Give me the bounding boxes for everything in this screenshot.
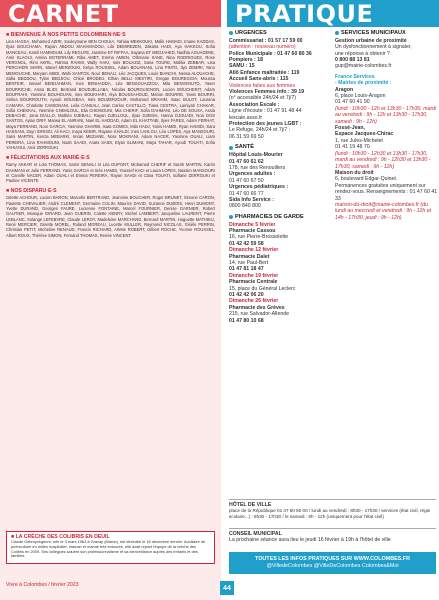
section-title: ■ FÉLICITATIONS AUX MARIÉ·E·S bbox=[6, 155, 90, 162]
pratique-header: PRATIQUE bbox=[227, 0, 439, 27]
urgences-line: 06 31 59 69 50 bbox=[229, 133, 264, 140]
mairie-name: Fossé-Jean, bbox=[335, 125, 365, 132]
pharmacie-name: Pharmacie Dalet bbox=[229, 253, 270, 260]
creche-box bbox=[6, 531, 215, 564]
sante-line: 178, rue des Renouillers bbox=[229, 164, 286, 171]
france-services-sub: - Mairies de proximité : bbox=[335, 80, 392, 87]
pharmacie-date: Dimanche 26 février bbox=[229, 298, 279, 305]
pharmacie-entry bbox=[229, 247, 332, 273]
bullet-icon bbox=[335, 31, 339, 35]
pharmacie-tel: 01 42 42 06 20 bbox=[229, 292, 264, 299]
pharmacie-addr: 14, rue Paul-Bert bbox=[229, 259, 269, 266]
conseil-municipal bbox=[229, 528, 436, 550]
hotel-de-ville bbox=[229, 499, 436, 525]
urgences-line: Police Municipale : 01 47 60 80 36 bbox=[229, 50, 312, 57]
urgences-title: URGENCES bbox=[229, 30, 332, 37]
pharmacie-tel: 01 47 81 18 47 bbox=[229, 266, 264, 273]
section-body: Ramy AKKAR et Lola THOMAS, Samir BENALI et Léa DUPONT, Mohamed CHERIF et Sarah MARTIN, Karim DAHMANI et Julie FERRAND, Yanis GARCIA et Inès HAMDI, Youssef KACI et Laura LOPES, Nassim MANSOURI et Camille NACER, Adam OUALI et Emma PEREIRA, Rayan SAADI et Clara TOUATI, Sofiane ZERROUKI et Pauline VICENTE bbox=[6, 162, 215, 184]
mairie-name-2: Espace Jacques-Chirac bbox=[335, 131, 394, 138]
services-line: 0 800 88 13 81 bbox=[335, 57, 370, 64]
pharmacie-name: Pharmacie des Grèves bbox=[229, 304, 285, 311]
mairie-hours: (lundi : 10h30 - 12h et 13h30 - 17h30, mardi au vendredi : 9h - 12h et 13h30 - 17h30, samedi : 9h - 12h) bbox=[335, 105, 437, 125]
bullet-icon bbox=[229, 215, 233, 219]
mairie-entry bbox=[335, 125, 438, 170]
urgences-line: Violences faites aux femmes bbox=[229, 82, 295, 89]
section-mariages bbox=[0, 155, 221, 183]
mairie-addr: 6, place Louis-Aragon bbox=[335, 93, 386, 100]
services-line: une réponse à obtenir ? bbox=[335, 50, 390, 57]
pharmacie-addr: 16, rue Pierre-Brossolette bbox=[229, 234, 289, 241]
bullet-icon bbox=[229, 31, 233, 35]
urgences-line: Association Escale : bbox=[229, 101, 280, 108]
urgences-line: Pompiers : 18 bbox=[229, 57, 264, 64]
pharmacie-addr: 215, rue Salvador-Allende bbox=[229, 311, 289, 318]
services-title: SERVICES MUNICIPAUX bbox=[335, 30, 438, 37]
banner-line-1: TOUTES LES INFOS PRATIQUES SUR WWW.COLOMBES.FR bbox=[255, 556, 410, 562]
section-deces bbox=[0, 188, 221, 237]
services-line: Un dysfonctionnement à signaler, bbox=[335, 44, 412, 51]
sante-line: 01 47 60 67 50 bbox=[229, 177, 264, 184]
mairie-hours: (lundi : 10h30 - 12h30 et 13h30 - 17h30, mardi au vendredi : 9h - 12h30 et 13h30 - 17h30, samedi : 9h - 12h) bbox=[335, 150, 431, 170]
sante-line: 01 47 60 66 77 bbox=[229, 190, 264, 197]
sante-line: Urgences adultes : bbox=[229, 171, 276, 178]
urgences-line: Le Refuge, 24h/24 et 7j/7 : bbox=[229, 127, 291, 134]
mairie-addr: 6, boulevard Edgar-Quinet. bbox=[335, 176, 398, 183]
infos-banner[interactable] bbox=[229, 552, 436, 574]
sante-title: SANTÉ bbox=[229, 144, 332, 151]
creche-body: Claude Debruyckgeure, née le 3 mars 1963 à Gracay (Marne), est décédée le 16 décembre dernier. Auxiliaire de puériculture en milieu hospitalier, maman et mamie très entourée, elle avait rejoint l'équipe de la crèche des Colibris en 2009. Ses collègues saluent son professionnalisme et sa bienveillance auprès des enfants et des familles. bbox=[11, 539, 206, 559]
urgences-line: Ligne d'écoute : 01 47 91 48 44 bbox=[229, 108, 302, 115]
banner-line-2: @VilledeColombes @VilleDeColombes Colombes&Moi bbox=[266, 563, 399, 569]
pratique-col-1 bbox=[229, 30, 332, 324]
pharmacie-tel: 01 47 80 10 68 bbox=[229, 317, 264, 324]
conseil-title: CONSEIL MUNICIPAL bbox=[229, 531, 282, 537]
pharmacie-date: Dimanche 5 février bbox=[229, 221, 276, 228]
urgences-line: (n° accessible 24h/24 et 7j/7) bbox=[229, 95, 296, 102]
urgences-line: Protection des jeunes LGBT : bbox=[229, 121, 302, 128]
pharmacie-name: Pharmacie Centrale bbox=[229, 279, 278, 286]
sante-line: 0800 840 800 bbox=[229, 203, 261, 210]
mairie-entry bbox=[335, 87, 438, 125]
footer-left: Vivre à Colombes / février 2023 bbox=[6, 582, 79, 588]
conseil-body: La prochaine séance aura lieu le jeudi 16 février à 19h à l'hôtel de ville bbox=[229, 537, 391, 544]
pharmacie-entry bbox=[229, 222, 332, 248]
pharmacie-tel: 01 42 42 59 58 bbox=[229, 240, 264, 247]
urgences-line: Allô Enfance maltraitée : 119 bbox=[229, 69, 300, 76]
sante-line: Hôpital Louis-Mourier bbox=[229, 152, 283, 159]
pharmacies-title: PHARMACIES DE GARDE bbox=[229, 214, 332, 221]
france-services-title: France Services bbox=[335, 73, 375, 80]
bullet-icon bbox=[229, 146, 233, 150]
pharmacie-date: Dimanche 19 février bbox=[229, 272, 279, 279]
urgences-line: Commissariat : 01 57 17 59 00 bbox=[229, 37, 303, 44]
mairie-hours: maison-du-droit@mairie-colombes.fr (du lundi au mercredi et vendredi : 9h - 12h et 14h - 17h30, jeudi : 9h - 12h) bbox=[335, 201, 432, 221]
pharmacie-date: Dimanche 12 février bbox=[229, 247, 279, 254]
pharmacie-entry bbox=[229, 298, 332, 324]
mairie-tel: Permanences gratuites uniquement sur rendez-vous. Renseignements : 01 47 60 41 33 bbox=[335, 182, 438, 202]
section-title: ■ NOS DISPARU·E·S bbox=[6, 188, 57, 195]
mairie-tel: 01 41 19 48 70 bbox=[335, 144, 370, 151]
urgences-line: Violences Femmes info : 39 19 bbox=[229, 89, 305, 96]
sante-line: Sida Info Service : bbox=[229, 196, 274, 203]
section-body: Odette ACHOUR, Lucien BARON, Marcelle BERTRAND, Jeannine BOUCHER, Roger BRUNET, Simone CARON, Paulette CHEVALIER, André CLEMENT, Germaine COLIN, Maurice DAVID, Suzanne DUBOIS, Henri DUMONT, Yvette DURAND, Georges FAURE, Lucienne FONTAINE, Marcel FOURNIER, Denise GARNIER, Robert GAUTIER, Monique GIRARD, Jean GUERIN, Colette HENRY, Michel LAMBERT, Jacqueline LAURENT, Pierre LEBLANC, Solange LEFEBVRE, Claude LEROY, Madeleine MARCHAND, Bernard MARTIN, Huguette MATHIEU, René MERCIER, Ginette MOREL, Roland MOREAU, Lucette MULLER, Raymond NICOLAS, Gisèle PERRIN, Christian PETIT, Micheline RENAUD, Francis RICHARD, Arlette ROBERT, Gilbert ROCHE, Yvonne ROUSSEL, Albert ROUX, Thérèse SIMON, Fernand THOMAS, Renée VINCENT bbox=[6, 195, 215, 238]
mairie-name: Maison du droit bbox=[335, 169, 374, 176]
urgences-link[interactable]: lescale.asso.fr bbox=[229, 114, 263, 121]
sante-line: Urgences pédiatriques : bbox=[229, 184, 289, 191]
pharmacie-entry bbox=[229, 273, 332, 299]
pharmacie-name: Pharmacie Cassou bbox=[229, 227, 276, 234]
page-number: 44 bbox=[220, 581, 234, 595]
urgences-line: SAMU : 15 bbox=[229, 63, 255, 70]
sante-line: 01 47 60 61 62 bbox=[229, 158, 264, 165]
pharmacie-addr: 15, place du Général Leclerc bbox=[229, 285, 296, 292]
services-line: Gestion urbaine de proximité bbox=[335, 37, 407, 44]
carnet-header: CARNET bbox=[0, 0, 221, 27]
mairie-entry bbox=[335, 170, 438, 221]
mairie-name: Aragon bbox=[335, 86, 354, 93]
section-naissances bbox=[0, 32, 221, 150]
creche-title: ■ LA CRÈCHE DES COLIBRIS EN DEUIL bbox=[11, 534, 110, 540]
mairie-addr: 1, rue Jules-Michelet bbox=[335, 137, 383, 144]
pratique-col-2 bbox=[335, 30, 438, 221]
urgences-line: (attention : nouveau numéro) bbox=[229, 44, 296, 51]
hotel-title: HÔTEL DE VILLE bbox=[229, 502, 272, 508]
mairie-tel: 01 47 60 41 90 bbox=[335, 99, 370, 106]
section-body: Lina HASSA, Mohamed AZIRI, Souleymane BEN CHOUIA, Yahiaa MEKKOUKI, Malik HAMADI, Imane KADDAS, Ilyas BOUCHAMA, Rayan ABDOU MAHAMADOU, Lila DEMIREZEN, Zakaria HADI, Aya HAKKOU, Sofia MANCEAU, Kamil HAMMOUM, Lily REGUYE, Jasmine ET RIFFAA, Sayana ET MEDJAHED, Nadhia AOUADENE, Amir KLAOUI, Amina BOTERRAMI, Riba AMET, Emma AMIEN, Othmane SANE, Nina RODRIGUES, Rose VERGNOL, Rimi AKRIL, Rahma RAHMI, Wally HAKI, Inès BOUAZIZ, Sana TOURE, Malika ZEBBAR, Lisa PERCHIERI MARN, Manel MERZOUKI, Kelya ROUSSEL, Adam BOUANANI, Lina PINTO, Ilya ZEMIRI, Yann MEMOUCHE, Maryam ABIDI, Wahi SANTOS, Nour BENALI, Léo JACQUES, Louis BIANCHI, Nessa ALOUACHE, Safia BEDDOU, Tylan BEDJIOU, Chloé BRODEU, Elhan BELLI MESTIRI, Gregan BOUREGGIA, Moussa BENTEIR, Ismael BENDAHMAN, Ines BENHADDA, Léa BENSOUAZZOU, Mila BENVENUTO, Yaser BOURRICHE, Aïssa BLIDI, Bertrand BOUDJELLABA, Nicolas BOURGUIGNON, Lucien BOUCHERIT, Adam BOUFRAHI, Yasmine BOUHOUAN, Ines BOUKHARI, Alya BOUSSAHOUD, Marion BOURRE, Yanis BOURRI, Selma BOURROUTH, Ayoub BOUSBAA, Inès BOUZERZOUR, Mohamed BRAHIM, Isaac BULOT, Laurana CAMARA, Charlotte CAMIGNANI, Leila CANSALI, Jean Carlos CASTILLO, Tiana CESTRA, Lamiyah CHAKAR, Sofia CHEKKAL, Yasmine CHEMLOUL, Elia CHENIOUNI, Mia CHERIF, Sofia DAHMANI, Léo DE SOUSA, Assia DEBACHE, Jana DIALLO, Mathéo DJEBALI, Rayan DJELLOUL, Ilyas DJEMAI, Hanna DJOUADI, Noa DOS SANTOS, Aylan DRIF, Marwa EL AMRANI, Nael EL HADDAD, Adam EL KHATTABI, Ilyes FARES, Adam FERHAT, Maya FERRAND, Nour GARCIA, Yasmine GHARBI, Isaïa GOMES, Mila HADJ, Yanis HAMDI, Ryan HAMIDI, Sara HASSANI, Zayn IDRISSI, Ali KACI, Inaya KEBIR, Rayane KHALDI, Ines LAHLOU, Léa LOPES, Aya MANSOURI, Sami MARTIN, Kenza MEBARKI, Imran MEZIANE, Nora MOKRANI, Adam NACER, Yasmine OUALI, Liam PEREIRA, Lina RAHMOUNI, Noah SAADI, Anaïs SAIDI, Elyas SLIMANI, Maya TAHAR, Ayoub TOUATI, Sofia YAHIAOUI, Amir ZERROUKI bbox=[6, 39, 215, 150]
hotel-body: place de la République 01 47 60 80 00 / lundi au vendredi : 8h30 - 17h30 / services (état civil, régie scolaire...) : 8h30 - 17h30 / le samedi : 9h - 12h (uniquement pour l'état civil) bbox=[229, 508, 431, 519]
section-title: ■ BIENVENUE À NOS PETITS COLOMBIEN·NE·S bbox=[6, 32, 126, 38]
urgences-line: Accueil Sans-abris : 115 bbox=[229, 76, 289, 83]
services-email[interactable]: gup@mairie-colombes.fr bbox=[335, 63, 392, 70]
